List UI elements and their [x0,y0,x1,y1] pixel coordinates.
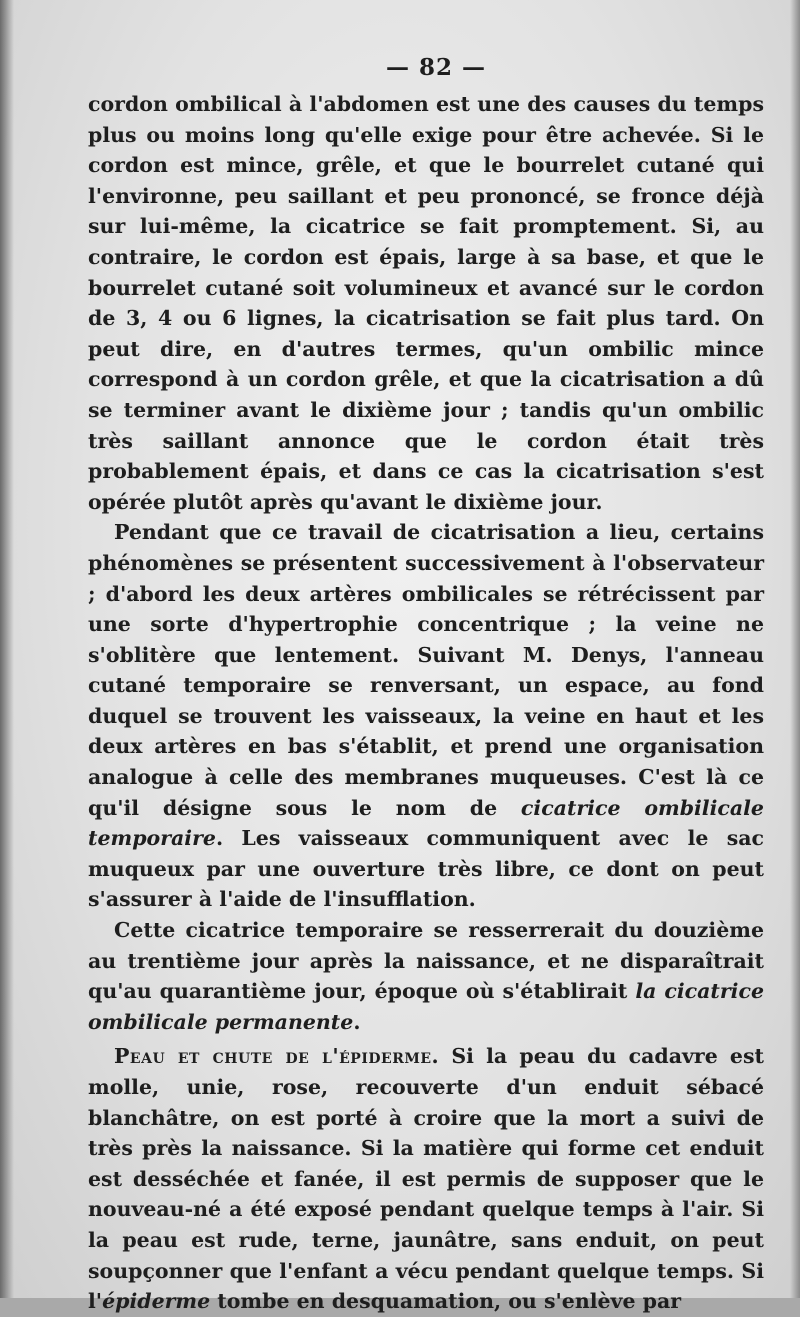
section-heading-peau: Peau et chute de l'épiderme. [114,1044,440,1069]
paragraph-2-text-start: Pendant que ce travail de cicatrisation a lieu, certains phénomènes se présentent successivement à l'observateur ; d'abord les deux artères ombilicales se rétrécissent par une sorte d'hypertrophie concentrique ; la veine ne s'oblitère que lentement. Suivant M. Denys, l'anneau cutané temporaire se renversant, un espace, au fond duquel se trouvent les vaisseaux, la veine en haut et les deux artères en bas s'établit, et prend une organisation analogue à celle des membranes muqueuses. C'est là ce qu'il désigne sous le nom de [88,520,764,820]
term-cicatrice-permanente: la cicatrice ombilicale permanente [88,979,764,1034]
paragraph-2-text-end: . Les vaisseaux communiquent avec le sac muqueux par une ouverture très libre, ce dont on peut s'assurer à l'aide de l'insufflation. [88,826,764,912]
term-epiderme: épiderme [102,1289,211,1314]
paragraph-1: cordon ombilical à l'abdomen est une des causes du temps plus ou moins long qu'elle exige pour être achevée. Si le cordon est mince, grêle, et que le bourrelet cutané qui l'environne, peu saillant et peu prononcé, se fronce déjà sur lui-même, la cicatrice se fait promptement. Si, au contraire, le cordon est épais, large à sa base, et que le bourrelet cutané soit volumineux et avancé sur le cordon de 3, 4 ou 6 lignes, la cicatrisation se fait plus tard. On peut dire, en d'autres termes, qu'un ombilic mince correspond à un cordon grêle, et que la cicatrisation a dû se terminer avant le dixième jour ; tandis qu'un ombilic très saillant annonce que le cordon était très probablement épais, et dans ce cas la cicatrisation s'est opérée plutôt après qu'avant le dixième jour. [88,92,764,514]
paragraph-2 [88,517,764,915]
paragraph-3 [88,915,764,1037]
term-cicatrice-temporaire: cicatrice ombilicale temporaire [88,795,764,851]
paragraph-4-text-end: tombe en desquamation, ou s'enlève par [210,1289,682,1314]
page-number: — 82 — [385,54,487,81]
paragraph-3-text-end: . [353,1009,361,1034]
paragraph-4-text-start: Si la peau du cadavre est molle, unie, rose, recouverte d'un enduit sébacé blanchâtre, on est porté à croire que la mort a suivi de très près la naissance. Si la matière qui forme cet enduit est desséchée et fanée, il est permis de supposer que le nouveau-né a été exposé pendant quelque temps à l'air. Si la peau est rude, terne, jaunâtre, sans enduit, on peut soupçonner que l'enfant a vécu pendant quelque temps. Si l' [88,1044,764,1314]
body-text [88,89,764,1317]
paragraph-4 [88,1041,764,1316]
paragraph-3-text-start: Cette cicatrice temporaire se resserrerait du douzième au trentième jour après la naissance, et ne disparaîtrait qu'au quarantième jour, époque où s'établirait [88,918,764,1004]
